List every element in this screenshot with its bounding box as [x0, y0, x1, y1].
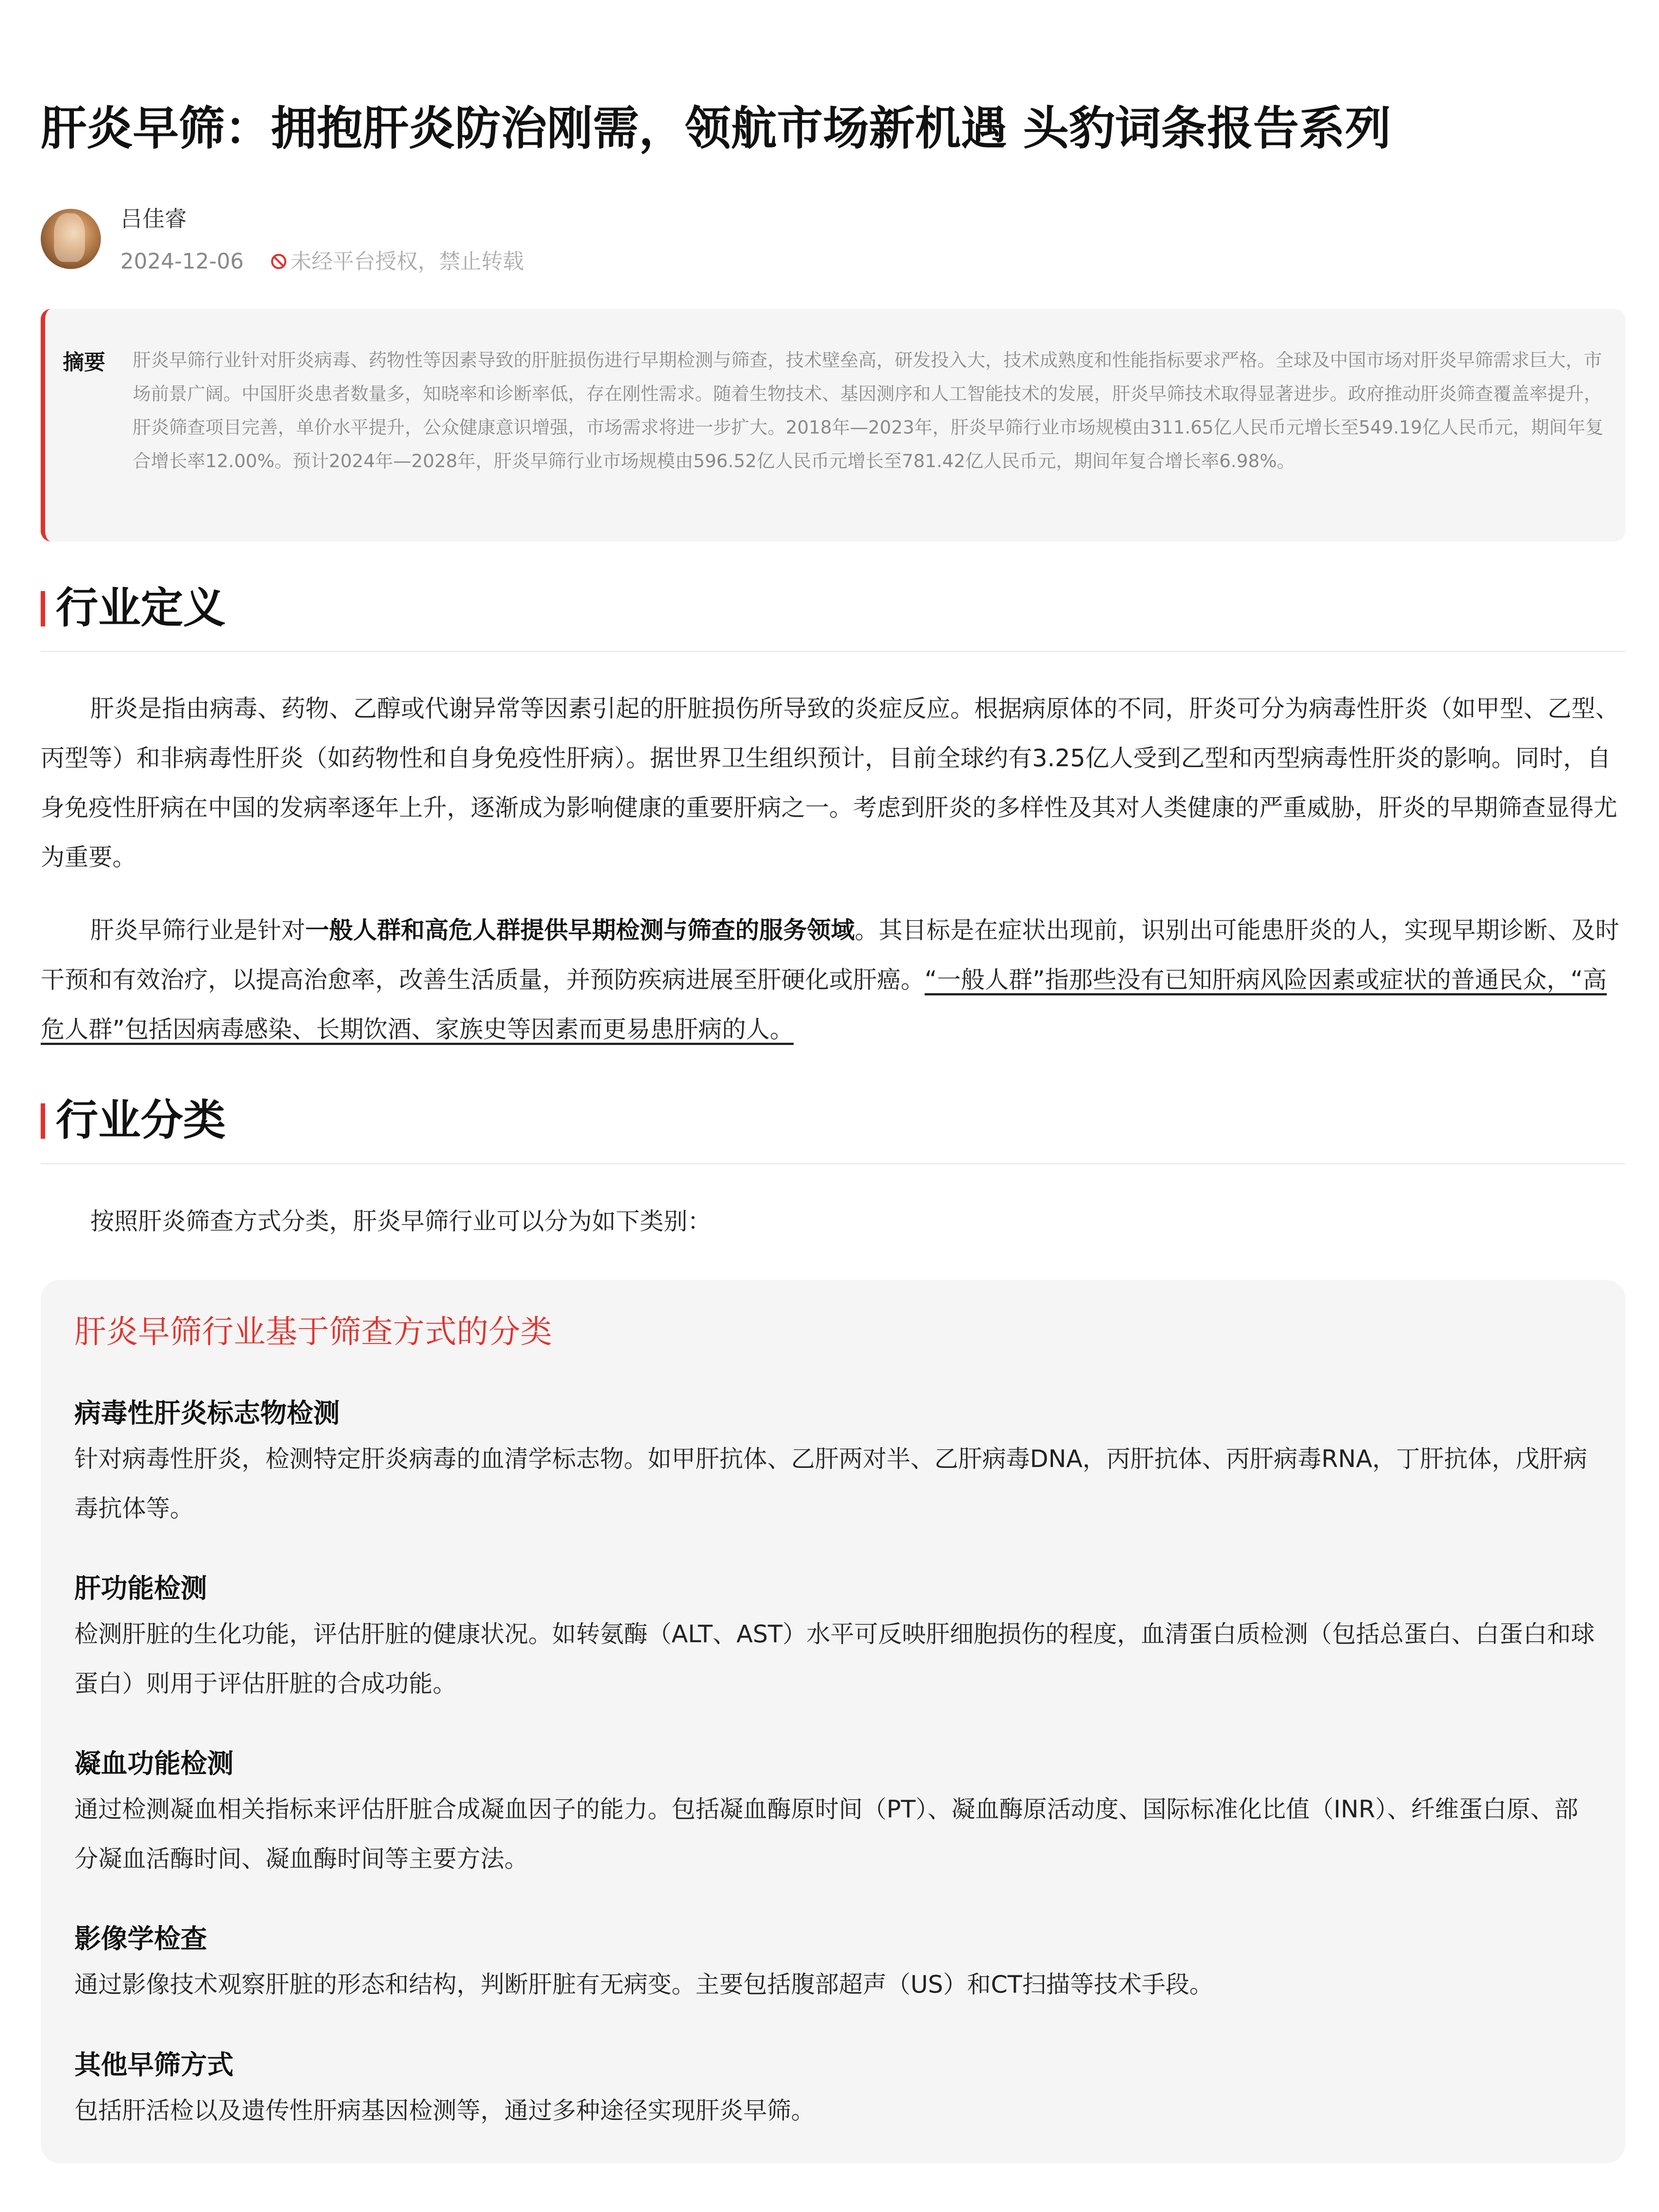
category-desc: 针对病毒性肝炎，检测特定肝炎病毒的血清学标志物。如甲肝抗体、乙肝两对半、乙肝病毒DNA，丙肝抗体、丙肝病毒RNA，丁肝抗体，戊肝病毒抗体等。: [74, 1445, 1587, 1522]
category-item: [74, 1743, 1596, 1884]
author-name[interactable]: 吕佳睿: [120, 206, 187, 232]
publish-date: 2024-12-06: [120, 249, 244, 274]
license-notice: 未经平台授权，禁止转载: [290, 249, 524, 274]
abstract-box: [41, 309, 1625, 541]
category-item: [74, 2044, 1596, 2135]
category-name: 肝功能检测: [74, 1573, 207, 1604]
section-heading-classification: [41, 1086, 1625, 1164]
category-item: [74, 1918, 1596, 2009]
author-row: [41, 204, 749, 279]
definition-paragraph-2: [41, 906, 1625, 1054]
category-name: 其他早筛方式: [74, 2050, 234, 2081]
paragraph-bold-text: 一般人群和高危人群提供早期检测与筛查的服务领域: [305, 916, 855, 944]
category-item: [74, 1393, 1596, 1533]
category-desc: 包括肝活检以及遗传性肝病基因检测等，通过多种途径实现肝炎早筛。: [74, 2097, 815, 2124]
heading-accent-bar: [41, 591, 45, 626]
abstract-label: 摘要: [63, 350, 106, 375]
paragraph-text: 肝炎早筛行业是针对: [90, 916, 305, 944]
section-heading-definition: [41, 573, 1625, 652]
ban-icon: [270, 253, 288, 270]
category-desc: 通过检测凝血相关指标来评估肝脏合成凝血因子的能力。包括凝血酶原时间（PT）、凝血酶原活动度、国际标准化比值（INR）、纤维蛋白原、部分凝血活酶时间、凝血酶时间等主要方法。: [74, 1795, 1578, 1873]
section-title: 行业定义: [56, 583, 226, 633]
paragraph-text: 。其目标是在症状出现前，识别出可能患肝炎的人，实现早期诊断、及时干预和有效治疗，以提高治愈率，改善生活质量，并预防疾病进展至肝硬化或肝癌。: [41, 916, 1619, 994]
paragraph-underlined-text: “一般人群”指那些没有已知肝病风险因素或症状的普通民众，“高危人群”包括因病毒感染、长期饮酒、家族史等因素而更易患肝病的人。: [41, 966, 1607, 1043]
category-card: [41, 1280, 1625, 2163]
card-title: 肝炎早筛行业基于筛查方式的分类: [74, 1313, 553, 1350]
heading-accent-bar: [41, 1103, 45, 1139]
category-name: 影像学检查: [74, 1924, 207, 1955]
category-item: [74, 1568, 1596, 1709]
author-avatar[interactable]: [41, 209, 101, 269]
section-title: 行业分类: [56, 1095, 226, 1145]
definition-paragraph-1: 肝炎是指由病毒、药物、乙醇或代谢异常等因素引起的肝脏损伤所导致的炎症反应。根据病原体的不同，肝炎可分为病毒性肝炎（如甲型、乙型、丙型等）和非病毒性肝炎（如药物性和自身免疫性肝病）。据世界卫生组织预计，目前全球约有3.25亿人受到乙型和丙型病毒性肝炎的影响。同时，自身免疫性肝病在中国的发病率逐年上升，逐渐成为影响健康的重要肝病之一。考虑到肝炎的多样性及其对人类健康的严重威胁，肝炎的早期筛查显得尤为重要。: [41, 695, 1619, 871]
meta-line: [120, 246, 524, 277]
category-desc: 检测肝脏的生化功能，评估肝脏的健康状况。如转氨酶（ALT、AST）水平可反映肝细胞损伤的程度，血清蛋白质检测（包括总蛋白、白蛋白和球蛋白）则用于评估肝脏的合成功能。: [74, 1620, 1595, 1697]
category-name: 病毒性肝炎标志物检测: [74, 1398, 340, 1429]
classification-intro: 按照肝炎筛查方式分类，肝炎早筛行业可以分为如下类别：: [90, 1207, 711, 1235]
article-title: 肝炎早筛：拥抱肝炎防治刚需，领航市场新机遇 头豹词条报告系列: [41, 101, 1391, 155]
category-name: 凝血功能检测: [74, 1748, 234, 1779]
abstract-text: 肝炎早筛行业针对肝炎病毒、药物性等因素导致的肝脏损伤进行早期检测与筛查，技术壁垒高，研发投入大，技术成熟度和性能指标要求严格。全球及中国市场对肝炎早筛需求巨大，市场前景广阔。中国肝炎患者数量多，知晓率和诊断率低，存在刚性需求。随着生物技术、基因测序和人工智能技术的发展，肝炎早筛技术取得显著进步。政府推动肝炎筛查覆盖率提升，肝炎筛查项目完善，单价水平提升，公众健康意识增强，市场需求将进一步扩大。2018年—2023年，肝炎早筛行业市场规模由311.65亿人民币元增长至549.19亿人民币元，期间年复合增长率12.00%。预计2024年—2028年，肝炎早筛行业市场规模由596.52亿人民币元增长至781.42亿人民币元，期间年复合增长率6.98%。: [133, 349, 1604, 472]
category-desc: 通过影像技术观察肝脏的形态和结构，判断肝脏有无病变。主要包括腹部超声（US）和CT扫描等技术手段。: [74, 1970, 1214, 1998]
